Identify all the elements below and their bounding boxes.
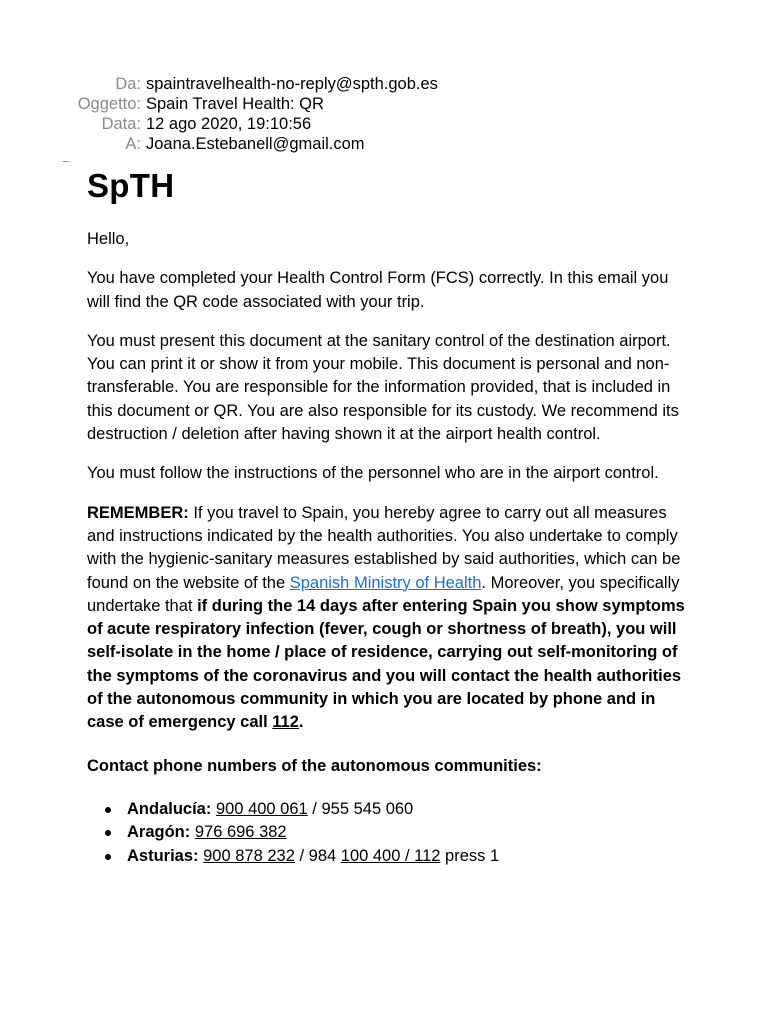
phone-rest: / 955 545 060 [307, 799, 414, 818]
phone-mid: / 984 [294, 846, 341, 865]
list-item [127, 821, 687, 844]
remember-text: If you travel to Spain, you hereby agree to carry out all measures and instructions indicated by the health authorities. You also undertake to comply with the hygienic-sanitary measures established by said authorities, which can be found on the website of the [87, 503, 681, 592]
to-label: A: [125, 135, 141, 153]
remember-end: . [298, 713, 304, 732]
phone-link[interactable]: 976 696 382 [194, 823, 287, 842]
date-row [0, 114, 768, 134]
phone-link[interactable]: 900 400 061 [215, 799, 308, 818]
region-name: Andalucía: [127, 799, 212, 818]
brand-title: SpTH [87, 167, 175, 204]
email-body [87, 166, 687, 868]
list-item [127, 845, 687, 868]
to-row [0, 134, 768, 154]
paragraph-instructions: You must present this document at the sanitary control of the destination airport. You can print it or show it from your mobile. This document is personal and non-transferable. You are responsible for the information provided, that is included in this document or QR. You are also responsible for its custody. We recommend its destruction / deletion after having shown it at the airport health control. [87, 331, 679, 444]
phone-rest: press 1 [440, 846, 500, 865]
region-name: Asturias: [127, 846, 199, 865]
contacts-title: Contact phone numbers of the autonomous communities: [87, 756, 542, 775]
phone-link[interactable]: 900 878 232 [203, 846, 295, 865]
region-list [87, 798, 687, 868]
email-header [0, 74, 768, 154]
header-divider [63, 161, 69, 162]
paragraph-confirmation: You have completed your Health Control Form (FCS) correctly. In this email you will find the QR code associated with your trip. [87, 269, 669, 311]
from-row [0, 74, 768, 94]
paragraph-personnel: You must follow the instructions of the personnel who are in the airport control. [87, 464, 659, 483]
emergency-number-link[interactable]: 112 [272, 713, 299, 732]
from-label: Da: [115, 75, 141, 93]
date-value: 12 ago 2020, 19:10:56 [146, 115, 312, 133]
subject-row [0, 94, 768, 114]
bullet-icon [105, 830, 111, 836]
phone-link-2[interactable]: 100 400 / 112 [340, 846, 441, 865]
to-address[interactable]: Joana.Estebanell@gmail.com [146, 135, 365, 153]
remember-bold-text: if during the 14 days after entering Spain you show symptoms of acute respiratory infection (fever, cough or shortness of breath), you will self-isolate in the home / place of residence, carrying out self-monitoring of the symptoms of the coronavirus and you will contact the health authorities of the autonomous community in which you are located by phone and in case of emergency call [87, 596, 685, 732]
remember-label: REMEMBER: [87, 503, 189, 522]
list-item [127, 798, 687, 821]
remember-text-2: . Moreover, you specifically undertake that [87, 573, 680, 615]
greeting: Hello, [87, 230, 130, 248]
paragraph-remember [87, 502, 687, 735]
subject-label: Oggetto: [77, 95, 141, 113]
from-address[interactable]: spaintravelhealth-no-reply@spth.gob.es [146, 75, 438, 93]
bullet-icon [105, 854, 111, 860]
bullet-icon [105, 807, 111, 813]
date-label: Data: [101, 115, 141, 133]
region-name: Aragón: [127, 823, 191, 842]
ministry-of-health-link[interactable]: Spanish Ministry of Health [289, 573, 482, 592]
subject-value: Spain Travel Health: QR [146, 95, 324, 113]
